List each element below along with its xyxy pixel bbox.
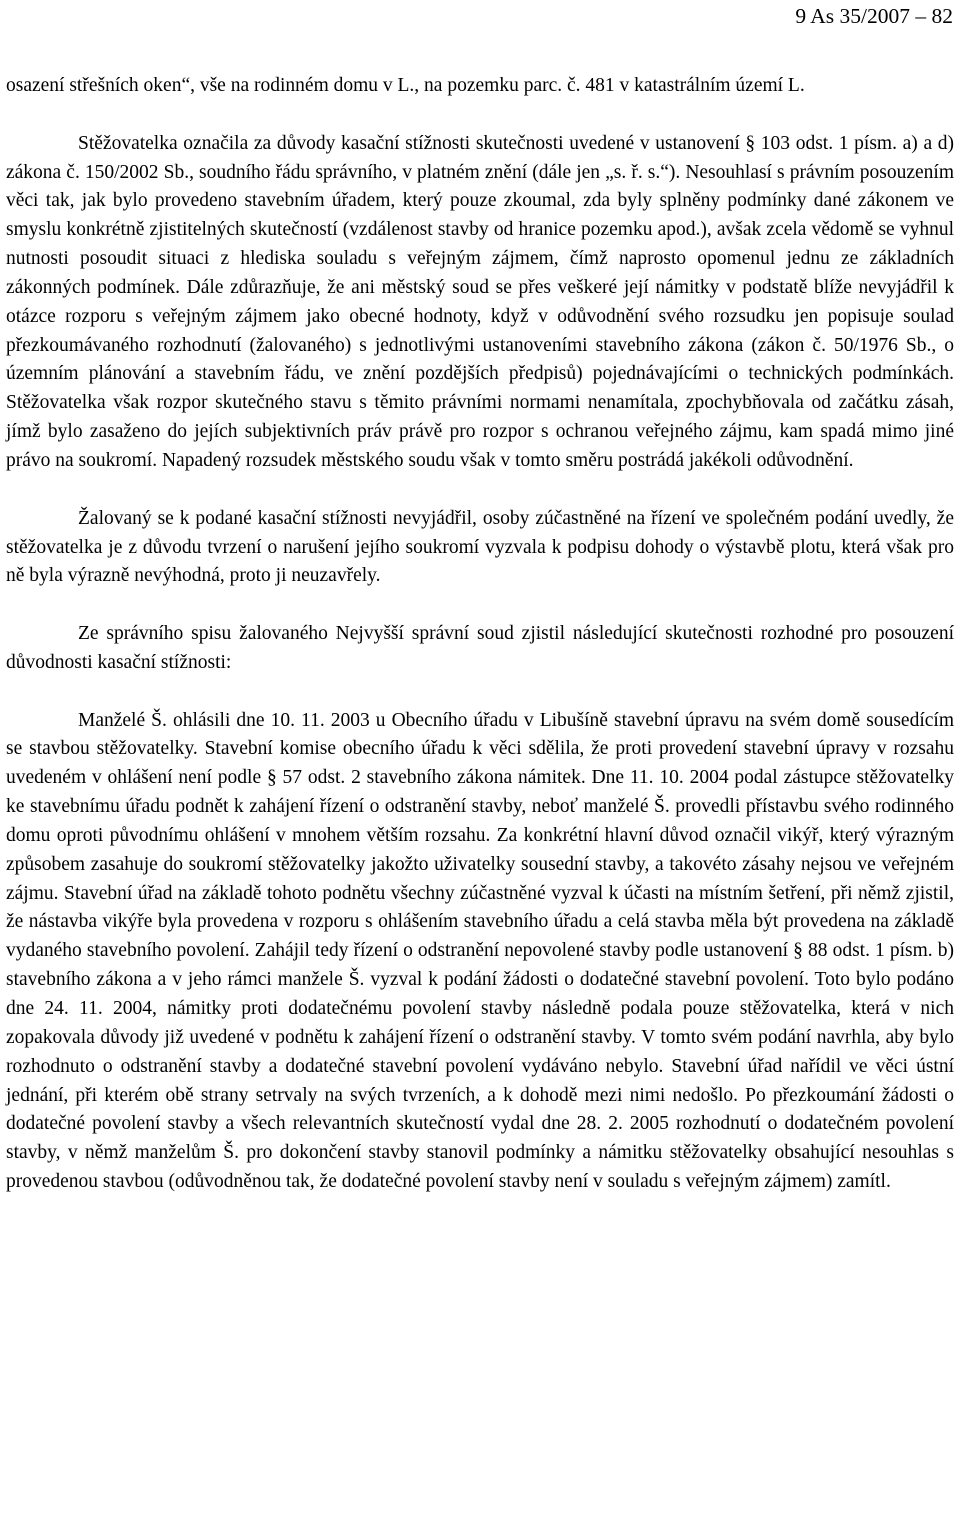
paragraph-complaint-grounds: Stěžovatelka označila za důvody kasační stížnosti skutečnosti uvedené v ustanovení § 103 odst. 1 písm. a) a d) zákona č. 150/2002 Sb., soudního řádu správního, v platném znění (dále jen „s. ř. s.“). Nesouhlasí s právním posouzením věci tak, jak bylo provedeno stavebním úřadem, který pouze zkoumal, zda byly splněny podmínky dané zákonem ve smyslu konkrétně zjistitelných skutečností (vzdálenost stavby od hranice pozemku apod.), avšak zcela vědomě se vyhnul nutnosti posoudit situaci z hlediska souladu s veřejným zájmem, čímž naprosto opomenul jednu ze základních zákonných podmínek. Dále zdůrazňuje, že ani městský soud se přes veškeré její námitky v podstatě blíže nevyjádřil k otázce rozporu s veřejným zájmem jako obecné hodnoty, když v odůvodnění svého rozsudku jen popisuje soulad přezkoumávaného rozhodnutí (žalovaného) s jednotlivými ustanoveními stavebního zákona (zákon č. 50/1976 Sb., o územním plánování a stavebním řádu, ve znění pozdějších předpisů) pojednávajícími o technických podmínkách. Stěžovatelka však rozpor skutečného stavu s těmito právními normami nenamítala, zpochybňovala od začátku zásah, jímž bylo zasaženo do jejích subjektivních práv právě pro rozpor s ochranou veřejného zájmu, kam spadá mimo jiné právo na soukromí. Napadený rozsudek městského soudu však v tomto směru postrádá jakékoli odůvodnění.: [6, 132, 954, 471]
paragraph-respondent-statement: Žalovaný se k podané kasační stížnosti nevyjádřil, osoby zúčastněné na řízení ve společném podání uvedly, že stěžovatelka je z důvodu tvrzení o narušení jejího soukromí vyzvala k podpisu dohody o výstavbě plotu, která však pro ně byla výrazně nevýhodná, proto ji neuzavřely.: [6, 507, 954, 587]
document-body: [6, 72, 954, 1197]
page-header-docref: 9 As 35/2007 – 82: [795, 4, 953, 28]
paragraph-facts: Manželé Š. ohlásili dne 10. 11. 2003 u Obecního úřadu v Libušíně stavební úpravu na svém domě sousedícím se stavbou stěžovatelky. Stavební komise obecního úřadu k věci sdělila, že proti provedení stavební úpravy v rozsahu uvedeném v ohlášení není podle § 57 odst. 2 stavebního zákona námitek. Dne 11. 10. 2004 podal zástupce stěžovatelky ke stavebnímu úřadu podnět k zahájení řízení o odstranění stavby, neboť manželé Š. provedli přístavbu svého rodinného domu oproti původnímu ohlášení v mnohem větším rozsahu. Za konkrétní hlavní důvod označil vikýř, který výrazným způsobem zasahuje do soukromí stěžovatelky jakožto uživatelky sousední stavby, a takovéto zásahy nejsou ve veřejném zájmu. Stavební úřad na základě tohoto podnětu všechny zúčastněné vyzval k účasti na místním šetření, při němž zjistil, že nástavba vikýře byla provedena v rozporu s ohlášením stavebního úřadu a celá stavba měla být provedena na základě vydaného stavebního povolení. Zahájil tedy řízení o odstranění nepovolené stavby podle ustanovení § 88 odst. 1 písm. b) stavebního zákona a v jeho rámci manžele Š. vyzval k podání žádosti o dodatečné stavební povolení. Toto bylo podáno dne 24. 11. 2004, námitky proti dodatečnému povolení stavby následně podala pouze stěžovatelka, která v nich zopakovala důvody již uvedené v podnětu k zahájení řízení o odstranění stavby. V tomto svém podání navrhla, aby bylo rozhodnuto o odstranění stavby a dodatečné stavební povolení vydáváno nebylo. Stavební úřad nařídil ve věci ústní jednání, při kterém obě strany setrvaly na svých tvrzeních, a k dohodě mezi nimi nedošlo. Po přezkoumání žádosti o dodatečné povolení stavby a všech relevantních skutečností vydal dne 28. 2. 2005 rozhodnutí o dodatečném povolení stavby, v němž manželům Š. pro dokončení stavby stanovil podmínky a námitku stěžovatelky obsahující nesouhlas s provedenou stavbou (odůvodněnou tak, že dodatečné povolení stavby není v souladu s veřejným zájmem) zamítl.: [6, 709, 954, 1193]
paragraph-continuation: osazení střešních oken“, vše na rodinném domu v L., na pozemku parc. č. 481 v katastrálním území L.: [6, 75, 805, 96]
paragraph-file-findings-intro: Ze správního spisu žalovaného Nejvyšší správní soud zjistil následující skutečnosti rozhodné pro posouzení důvodnosti kasační stížnosti:: [6, 623, 954, 673]
